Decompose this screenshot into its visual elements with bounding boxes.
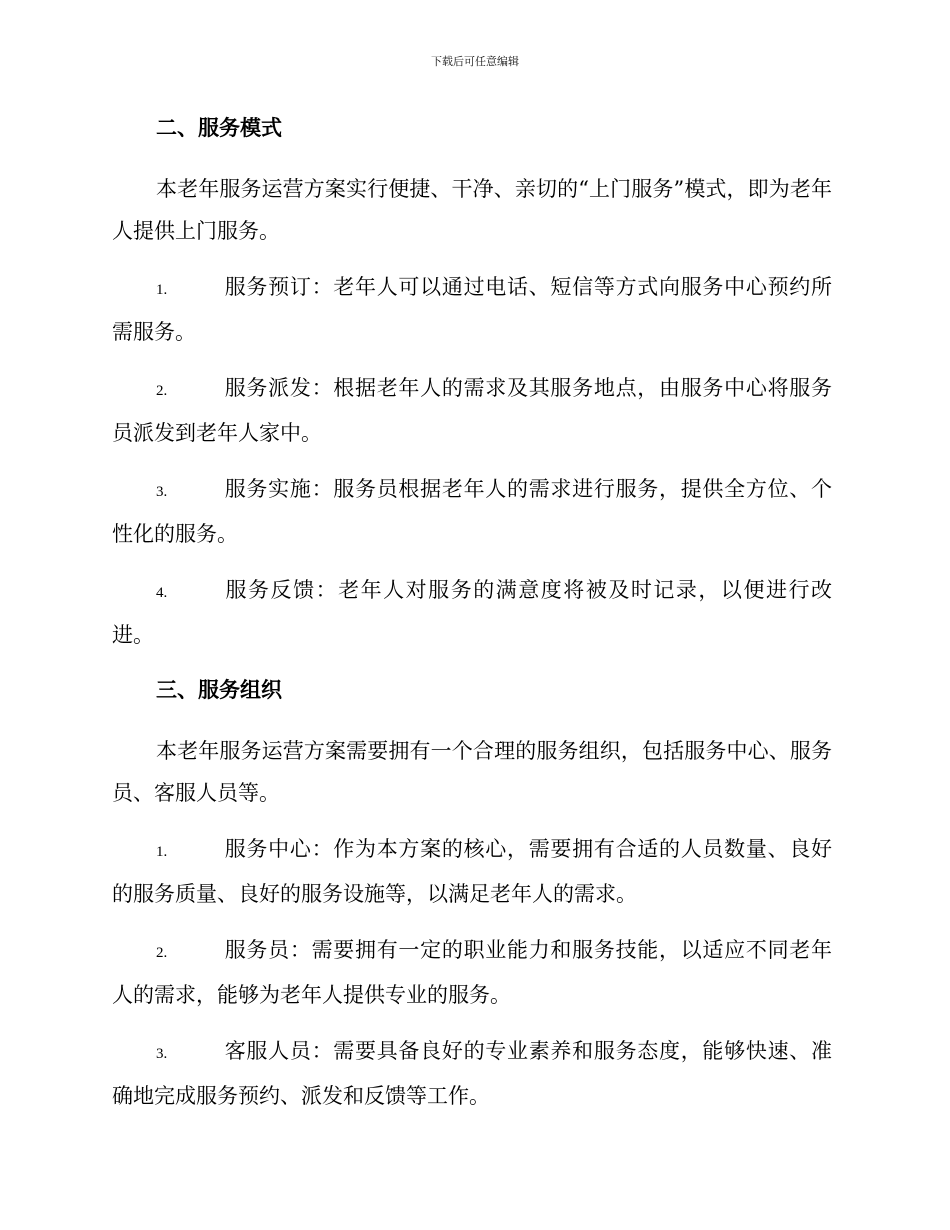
section-heading: 三、服务组织 bbox=[156, 678, 282, 702]
list-item bbox=[112, 367, 832, 454]
list-text: 服务实施：服务员根据老年人的需求进行服务，提供全方位、个性化的服务。 bbox=[112, 477, 832, 546]
section-service-organization bbox=[112, 670, 832, 1117]
list-number: 4. bbox=[156, 585, 168, 601]
document-body bbox=[112, 108, 832, 1131]
section-intro: 本老年服务运营方案需要拥有一个合理的服务组织，包括服务中心、服务员、客服人员等。 bbox=[112, 739, 832, 805]
list-item bbox=[112, 828, 832, 915]
list-text: 服务派发：根据老年人的需求及其服务地点，由服务中心将服务员派发到老年人家中。 bbox=[112, 376, 832, 445]
list-text: 服务员：需要拥有一定的职业能力和服务技能，以适应不同老年人的需求，能够为老年人提供专业的服务。 bbox=[112, 938, 832, 1007]
list-text: 客服人员：需要具备良好的专业素养和服务态度，能够快速、准确地完成服务预约、派发和反馈等工作。 bbox=[112, 1039, 832, 1108]
list-number: 2. bbox=[156, 383, 168, 399]
list-number: 3. bbox=[156, 1046, 168, 1062]
list-number: 1. bbox=[156, 282, 168, 298]
list-number: 2. bbox=[156, 945, 168, 961]
section-heading: 二、服务模式 bbox=[156, 116, 282, 140]
list-item bbox=[112, 468, 832, 555]
list-item bbox=[112, 569, 832, 656]
list-number: 1. bbox=[156, 844, 168, 860]
list-number: 3. bbox=[156, 484, 168, 500]
list-text: 服务中心：作为本方案的核心，需要拥有合适的人员数量、良好的服务质量、良好的服务设施等，以满足老年人的需求。 bbox=[112, 837, 832, 906]
list-text: 服务预订：老年人可以通过电话、短信等方式向服务中心预约所需服务。 bbox=[112, 275, 832, 344]
list-item bbox=[112, 266, 832, 353]
list-item bbox=[112, 929, 832, 1016]
section-service-mode bbox=[112, 108, 832, 656]
list-item bbox=[112, 1030, 832, 1117]
list-text: 服务反馈：老年人对服务的满意度将被及时记录，以便进行改进。 bbox=[112, 578, 832, 647]
page-header-note: 下载后可任意编辑 bbox=[431, 55, 519, 68]
section-intro: 本老年服务运营方案实行便捷、干净、亲切的“上门服务”模式，即为老年人提供上门服务。 bbox=[112, 177, 832, 243]
